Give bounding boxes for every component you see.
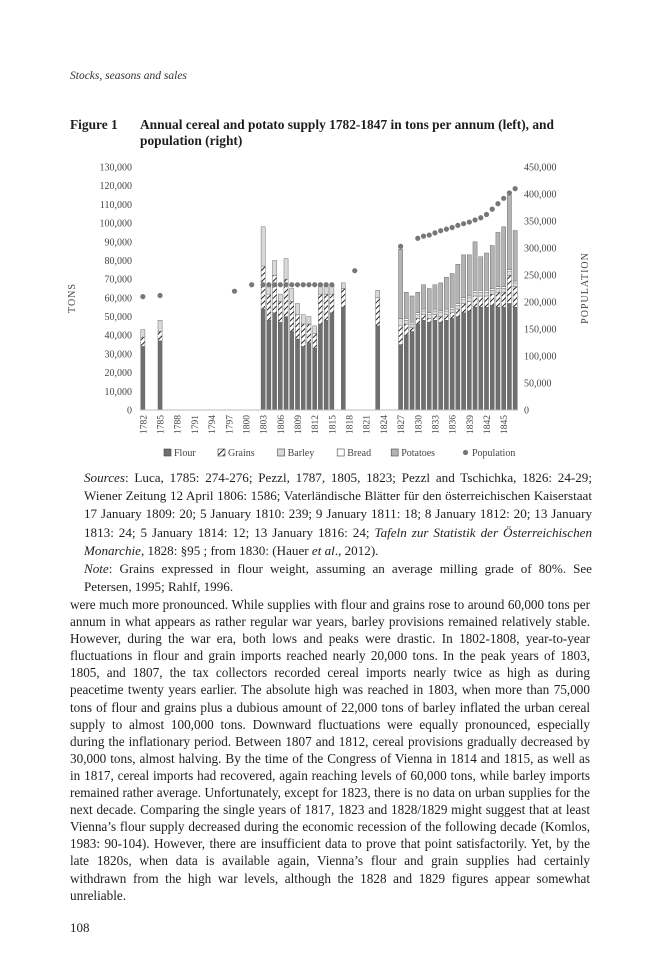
sources-text: : Luca, 1785: 274-276; Pezzl, 1787, 1805, 1823; Pezzl and Tschichka, 1826: 24-29; Wiener Zeitung 12 April 1806: 1586; Vaterländische Blätter für den österreichischen Kaiserstaat 17 January 1809: 20; 5 January 1810: 239; 9 January 1811: 18; 8 January 1812: 20; 13 January 1813: 24; 5 January 1814: 12; 13 January 1816: 24; (84, 470, 592, 540)
bar-flour-1833 (433, 320, 437, 410)
bar-barley-1806 (278, 294, 282, 301)
x-tick-label: 1809 (294, 415, 304, 434)
legend-swatch-flour (164, 449, 171, 456)
x-tick-label: 1782 (139, 415, 150, 434)
bar-potatoes-1847 (513, 231, 517, 281)
y-tick-label: 60,000 (104, 293, 132, 305)
bar-bread-1837 (456, 303, 460, 305)
bar-barley-1823 (376, 290, 380, 297)
bar-grains-1839 (467, 302, 471, 311)
bar-barley-1828 (404, 320, 408, 324)
bar-grains-1834 (439, 317, 443, 323)
x-tick-label: 1818 (345, 415, 356, 434)
y-tick-label: 10,000 (104, 386, 132, 398)
y2-tick-label: 450,000 (524, 162, 557, 174)
y2-tick-label: 200,000 (524, 297, 557, 309)
bar-potatoes-1832 (427, 289, 431, 313)
population-point-1837 (455, 223, 460, 228)
sources-paragraph (84, 469, 592, 560)
bar-grains-1833 (433, 315, 437, 321)
bar-flour-1841 (479, 307, 483, 410)
bar-grains-1808 (290, 302, 294, 332)
bar-flour-1806 (278, 322, 282, 410)
population-point-1804 (266, 282, 271, 287)
population-point-1844 (495, 201, 500, 206)
population-point-1819 (352, 268, 357, 273)
bar-bread-1847 (513, 281, 517, 283)
figure-title (70, 117, 590, 149)
bar-bread-1832 (427, 313, 431, 315)
x-tick-label: 1821 (362, 415, 373, 434)
y-tick-label: 20,000 (104, 368, 132, 380)
population-point-1845 (501, 196, 506, 201)
bar-barley-1809 (295, 303, 299, 314)
bar-grains-1815 (330, 294, 334, 313)
y2-tick-label: 100,000 (524, 351, 557, 363)
population-point-1841 (478, 215, 483, 220)
sources-text-3: ., 2012). (334, 542, 379, 558)
bar-barley-1810 (301, 315, 305, 324)
x-axis-ticks (139, 415, 510, 434)
population-point-1840 (472, 217, 477, 222)
bar-flour-1808 (290, 331, 294, 410)
bar-potatoes-1827 (399, 249, 403, 318)
bar-grains-1840 (473, 296, 477, 307)
population-point-1810 (301, 282, 306, 287)
population-point-1836 (450, 225, 455, 230)
bar-flour-1815 (330, 313, 334, 410)
y2-axis-ticks (524, 163, 557, 417)
bar-grains-1830 (416, 318, 420, 324)
population-point-1827 (398, 244, 403, 249)
bar-flour-1847 (513, 307, 517, 410)
chart-legend (164, 448, 515, 459)
bar-potatoes-1838 (462, 255, 466, 298)
sources-etal: et al (311, 542, 335, 558)
bar-flour-1810 (301, 346, 305, 410)
population-point-1834 (438, 228, 443, 233)
bar-flour-1830 (416, 324, 420, 410)
running-head: Stocks, seasons and sales (70, 70, 187, 82)
body-text (70, 596, 590, 904)
bar-flour-1835 (444, 320, 448, 410)
bar-grains-1845 (502, 292, 506, 307)
bar-flour-1837 (456, 317, 460, 410)
bar-flour-1842 (484, 307, 488, 410)
bar-bread-1842 (484, 290, 488, 292)
bar-barley-1782 (141, 330, 145, 337)
bar-flour-1834 (439, 322, 443, 410)
bar-barley-1805 (273, 260, 277, 275)
y-axis-label: TONS (67, 283, 78, 313)
y2-tick-label: 400,000 (524, 189, 557, 201)
x-tick-label: 1833 (431, 415, 442, 434)
bar-grains-1847 (513, 287, 517, 308)
y2-tick-label: 50,000 (524, 378, 552, 390)
y2-tick-label: 300,000 (524, 243, 557, 255)
bar-potatoes-1840 (473, 242, 477, 291)
bar-barley-1846 (507, 272, 511, 276)
bar-potatoes-1834 (439, 283, 443, 311)
bar-grains-1811 (307, 324, 311, 343)
bar-bread-1846 (507, 270, 511, 272)
bar-flour-1785 (158, 341, 162, 410)
bar-barley-1836 (450, 309, 454, 313)
sources-label: Sources (84, 470, 125, 485)
legend-swatch-barley (278, 449, 285, 456)
y-tick-label: 50,000 (104, 312, 132, 324)
population-point-1808 (289, 282, 294, 287)
bar-grains-1785 (158, 331, 162, 340)
bar-bread-1844 (496, 287, 500, 289)
bar-grains-1846 (507, 275, 511, 303)
population-point-1782 (140, 294, 145, 299)
x-tick-label: 1842 (483, 415, 493, 434)
bar-barley-1845 (502, 289, 506, 293)
bar-grains-1832 (427, 318, 431, 322)
bar-barley-1831 (421, 311, 425, 315)
page-number: 108 (70, 920, 90, 935)
x-tick-label: 1806 (276, 415, 287, 434)
bar-grains-1810 (301, 324, 305, 346)
bar-flour-1813 (318, 324, 322, 410)
bar-grains-1812 (313, 333, 317, 348)
x-tick-label: 1797 (225, 415, 236, 434)
bar-series (141, 195, 517, 410)
population-point-1842 (484, 212, 489, 217)
note-text: : Grains expressed in flour weight, assuming an average milling grade of 80%. See Petersen, 1995; Rahlf, 1996. (84, 561, 592, 595)
population-point-1814 (324, 282, 329, 287)
x-tick-label: 1827 (397, 415, 408, 434)
bar-flour-1839 (467, 311, 471, 410)
bar-barley-1812 (313, 326, 317, 333)
x-tick-label: 1788 (173, 415, 184, 434)
bar-barley-1785 (158, 320, 162, 331)
bar-flour-1828 (404, 335, 408, 410)
bar-potatoes-1842 (484, 253, 488, 290)
y-tick-label: 130,000 (99, 162, 132, 174)
population-point-1811 (306, 282, 311, 287)
population-point-1832 (427, 232, 432, 237)
bar-barley-1838 (462, 300, 466, 304)
population-point-1839 (467, 219, 472, 224)
bar-bread-1829 (410, 322, 414, 324)
body-paragraph: were much more pronounced. While supplies with flour and grains rose to around 60,000 tons per annum in what appears as rather regular war years, barley provisions remained relatively stable. However, during the war era, both lows and peaks were drastic. In 1802-1808, year-to-year fluctuations in flour and grain imports reached nearly 20,000 tons. In the peak years of 1803, 1805, and 1807, the tax collectors recorded cereal imports nearly twice as high as during peacetime twenty years earlier. The absolute high was reached in 1803, when more than 75,000 tons of flour and grains plus a dubious amount of 22,000 tons of barley inflated the urban cereal supply to almost 100,000 tons. Downward fluctuations were equally pronounced, especially during the inflationary period. Between 1807 and 1812, cereal provisions gradually decreased by 30,000 tons, almost halving. By the time of the Congress of Vienna in 1814 and 1815, as well as in 1817, cereal imports had recovered, again reaching levels of 60,000 tons, while barley imports remained rather average. Unfortunately, except for 1823, there is no data on urban supplies for the next decade. Comparing the single years of 1817, 1823 and 1828/1829 might suggest that at least Vienna’s flour supply decreased during the economic recession of the following decade (Komlos, 1983: 90-104). However, there are insufficient data to prove that point satisfactorily. Yet, by the late 1820s, when data is available again, Vienna’s flour and grain supplies had certainly withdrawn from the high war levels, although the 1828 and 1829 figures appear somewhat unreliable. (70, 597, 590, 903)
figure-label: Figure 1 (70, 117, 118, 132)
bar-barley-1817 (341, 283, 345, 289)
bar-barley-1832 (427, 315, 431, 319)
bar-potatoes-1830 (416, 292, 420, 313)
x-tick-label: 1830 (414, 415, 425, 434)
y-tick-label: 90,000 (104, 237, 132, 249)
y2-axis-label: POPULATION (580, 252, 591, 324)
legend-label-flour: Flour (174, 448, 196, 459)
bar-flour-1804 (267, 320, 271, 410)
x-tick-label: 1824 (379, 415, 390, 434)
bar-bread-1830 (416, 313, 420, 315)
legend-label-population: Population (472, 448, 516, 459)
bar-barley-1830 (416, 315, 420, 319)
population-point-1803 (261, 282, 266, 287)
bar-barley-1811 (307, 317, 311, 324)
population-point-1809 (295, 282, 300, 287)
bar-potatoes-1828 (404, 292, 408, 318)
population-point-1812 (312, 282, 317, 287)
population-point-1813 (318, 282, 323, 287)
bar-bread-1838 (462, 298, 466, 300)
bar-potatoes-1837 (456, 264, 460, 303)
x-tick-label: 1791 (190, 415, 201, 434)
population-point-1830 (415, 236, 420, 241)
population-point-1815 (329, 282, 334, 287)
bar-flour-1782 (141, 346, 145, 410)
population-point-1806 (278, 282, 283, 287)
y-axis-ticks (100, 163, 133, 417)
bar-bread-1840 (473, 290, 477, 292)
bar-flour-1809 (295, 339, 299, 410)
bar-bread-1836 (450, 307, 454, 309)
bar-potatoes-1843 (490, 246, 494, 289)
bar-potatoes-1829 (410, 296, 414, 322)
bar-barley-1844 (496, 289, 500, 293)
bar-flour-1831 (421, 320, 425, 410)
bar-barley-1814 (324, 287, 328, 294)
bar-grains-1838 (462, 303, 466, 312)
bar-bread-1845 (502, 287, 506, 289)
bar-barley-1840 (473, 292, 477, 296)
legend-swatch-population (463, 450, 468, 455)
bar-flour-1814 (324, 320, 328, 410)
bar-flour-1838 (462, 313, 466, 410)
population-point-1801 (249, 282, 254, 287)
bar-barley-1837 (456, 305, 460, 309)
legend-label-grains: Grains (228, 448, 255, 459)
bar-grains-1806 (278, 302, 282, 323)
y2-tick-label: 0 (524, 405, 529, 417)
bar-barley-1843 (490, 290, 494, 294)
x-tick-label: 1785 (156, 415, 167, 434)
bar-bread-1839 (467, 296, 471, 298)
y-tick-label: 70,000 (104, 274, 132, 286)
bar-grains-1827 (399, 326, 403, 345)
y-tick-label: 120,000 (99, 181, 132, 193)
bar-bread-1833 (433, 309, 437, 311)
y-tick-label: 30,000 (104, 349, 132, 361)
population-point-1847 (513, 186, 518, 191)
bar-bread-1831 (421, 309, 425, 311)
legend-swatch-potatoes (391, 449, 398, 456)
y-tick-label: 0 (127, 405, 132, 417)
bar-grains-1809 (295, 315, 299, 339)
bar-barley-1829 (410, 324, 414, 328)
bar-grains-1843 (490, 294, 494, 305)
legend-swatch-grains (218, 449, 225, 456)
legend-label-barley: Barley (287, 448, 315, 459)
population-point-1838 (461, 221, 466, 226)
bar-potatoes-1846 (507, 195, 511, 270)
bar-bread-1841 (479, 290, 483, 292)
bar-grains-1829 (410, 328, 414, 332)
bar-flour-1817 (341, 307, 345, 410)
bar-grains-1837 (456, 309, 460, 316)
note-label: Note (84, 561, 109, 577)
bar-flour-1840 (473, 307, 477, 410)
population-point-1846 (507, 190, 512, 195)
bar-bread-1828 (404, 318, 408, 320)
x-tick-label: 1845 (500, 415, 511, 434)
population-point-1833 (432, 230, 437, 235)
bar-flour-1823 (376, 326, 380, 410)
bar-grains-1836 (450, 313, 454, 319)
bar-grains-1844 (496, 292, 500, 307)
bar-potatoes-1839 (467, 255, 471, 296)
population-point-1807 (283, 282, 288, 287)
bar-bread-1843 (490, 289, 494, 291)
figure-sources (84, 469, 592, 596)
bar-barley-1839 (467, 298, 471, 302)
bar-grains-1817 (341, 289, 345, 308)
figure-title-text: Annual cereal and potato supply 1782-1847 in tons per annum (left), and population (right) (140, 117, 554, 148)
bar-flour-1836 (450, 318, 454, 410)
bar-grains-1804 (267, 294, 271, 320)
bar-flour-1812 (313, 348, 317, 410)
x-tick-label: 1836 (448, 415, 459, 434)
bar-barley-1803 (261, 227, 265, 266)
legend-swatch-bread (337, 449, 344, 456)
population-point-1805 (272, 282, 277, 287)
bar-barley-1842 (484, 292, 488, 296)
supply-chart (60, 160, 600, 465)
bar-grains-1813 (318, 294, 322, 324)
note-paragraph (84, 560, 592, 596)
bar-flour-1827 (399, 345, 403, 410)
sources-text-2: , 1828: §95 ; from 1830: (Hauer (140, 542, 312, 558)
bar-potatoes-1835 (444, 277, 448, 309)
bar-flour-1805 (273, 313, 277, 410)
bar-barley-1835 (444, 311, 448, 315)
bar-grains-1828 (404, 324, 408, 335)
bar-bread-1835 (444, 309, 448, 311)
y2-tick-label: 250,000 (524, 270, 557, 282)
population-point-1835 (444, 227, 449, 232)
bar-barley-1804 (267, 287, 271, 294)
bar-grains-1842 (484, 296, 488, 307)
bar-barley-1841 (479, 292, 483, 296)
bar-potatoes-1845 (502, 227, 506, 287)
bar-grains-1835 (444, 315, 448, 321)
bar-grains-1805 (273, 275, 277, 312)
x-tick-label: 1812 (311, 415, 322, 434)
x-tick-label: 1803 (259, 415, 270, 434)
bar-flour-1807 (284, 317, 288, 410)
y-tick-label: 40,000 (104, 330, 132, 342)
y2-tick-label: 350,000 (524, 216, 557, 228)
bar-potatoes-1831 (421, 285, 425, 309)
bar-flour-1803 (261, 309, 265, 410)
y-tick-label: 80,000 (104, 255, 132, 267)
bar-grains-1823 (376, 298, 380, 326)
bar-flour-1832 (427, 322, 431, 410)
bar-flour-1845 (502, 307, 506, 410)
bar-flour-1811 (307, 343, 311, 410)
bar-grains-1831 (421, 315, 425, 321)
population-series (140, 186, 517, 299)
bar-flour-1844 (496, 307, 500, 410)
bar-flour-1843 (490, 305, 494, 410)
sources-italic-title: Tafeln zur Statistik der Österreichischen Monarchie (84, 524, 592, 558)
bar-flour-1829 (410, 331, 414, 410)
bar-grains-1814 (324, 294, 328, 320)
bar-barley-1813 (318, 287, 322, 294)
bar-barley-1847 (513, 283, 517, 287)
population-point-1798 (232, 289, 237, 294)
bar-bread-1834 (439, 311, 443, 313)
legend-label-potatoes: Potatoes (401, 448, 436, 459)
bar-barley-1827 (399, 318, 403, 325)
bar-grains-1782 (141, 337, 145, 346)
population-point-1843 (490, 207, 495, 212)
y-tick-label: 100,000 (99, 218, 132, 230)
bar-potatoes-1844 (496, 232, 500, 286)
bar-potatoes-1833 (433, 285, 437, 309)
bar-potatoes-1841 (479, 257, 483, 291)
bar-grains-1803 (261, 266, 265, 309)
x-tick-label: 1839 (465, 415, 476, 434)
population-point-1785 (157, 293, 162, 298)
x-tick-label: 1800 (242, 415, 253, 434)
bar-barley-1808 (290, 289, 294, 302)
bar-barley-1834 (439, 313, 443, 317)
legend-label-bread: Bread (347, 448, 372, 459)
bar-barley-1833 (433, 311, 437, 315)
bar-barley-1807 (284, 259, 288, 280)
bar-potatoes-1836 (450, 274, 454, 308)
x-tick-label: 1815 (328, 415, 339, 434)
population-point-1831 (421, 234, 426, 239)
bar-grains-1841 (479, 296, 483, 307)
y-tick-label: 110,000 (99, 199, 132, 211)
bar-flour-1846 (507, 303, 511, 410)
y2-tick-label: 150,000 (524, 324, 557, 336)
x-tick-label: 1794 (208, 415, 219, 434)
